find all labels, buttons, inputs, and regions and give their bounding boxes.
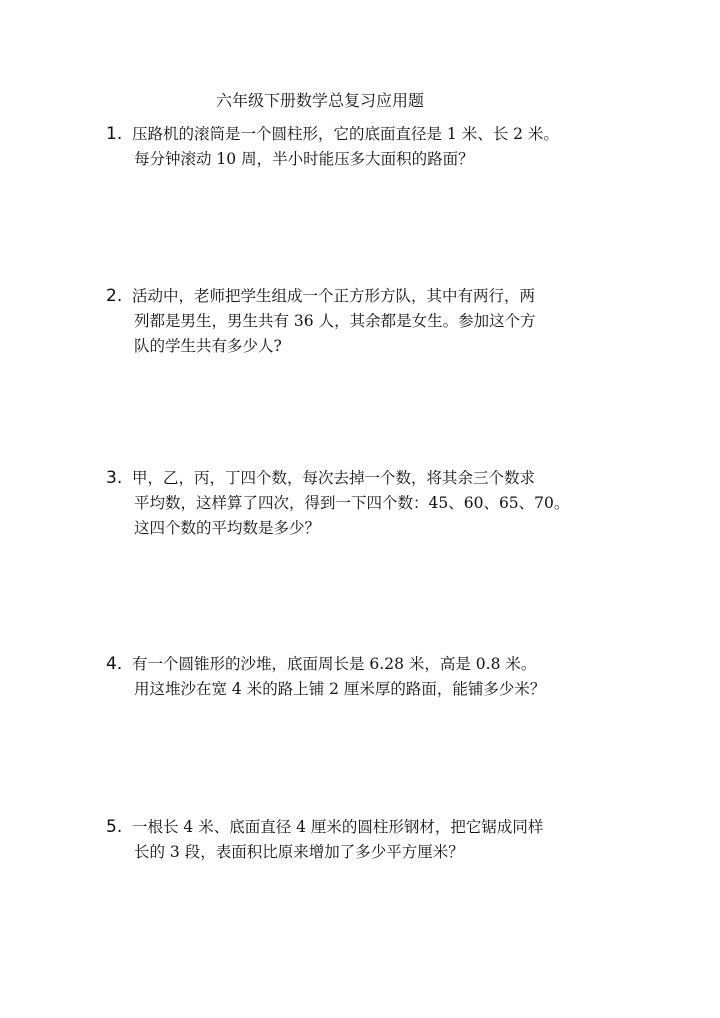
question-line: 有一个圆锥形的沙堆，底面周长是 6.28 米，高是 0.8 米。 [132, 655, 537, 673]
page-title: 六年级下册数学总复习应用题 [215, 91, 424, 110]
question-line: 长的 3 段，表面积比原来增加了多少平方厘米？ [134, 843, 464, 861]
question-line: 这四个数的平均数是多少？ [134, 519, 321, 537]
question-number: 2. [106, 286, 123, 306]
question-text [132, 652, 545, 702]
question-line: 甲，乙，丙，丁四个数，每次去掉一个数，将其余三个数求 [132, 469, 536, 487]
question-line: 平均数，这样算了四次，得到一下四个数：45、60、65、70。 [134, 494, 570, 512]
question-number: 3. [106, 468, 123, 488]
question-line: 列都是男生，男生共有 36 人，其余都是女生。参加这个方 [134, 312, 536, 330]
question-line: 队的学生共有多少人? [134, 337, 282, 355]
question-text [132, 466, 569, 541]
question-line: 一根长 4 米、底面直径 4 厘米的圆柱形钢材，把它锯成同样 [132, 818, 544, 836]
question-text [132, 284, 536, 359]
question-number: 5. [106, 817, 123, 837]
question-line: 活动中，老师把学生组成一个正方形方队，其中有两行，两 [132, 287, 536, 305]
question-number: 1. [106, 124, 123, 144]
question-line: 用这堆沙在宽 4 米的路上铺 2 厘米厚的路面，能铺多少米？ [134, 680, 546, 698]
question-text [132, 815, 543, 865]
question-line: 压路机的滚筒是一个圆柱形，它的底面直径是 1 米、长 2 米。 [132, 125, 559, 143]
question-number: 4. [106, 654, 123, 674]
question-text [132, 122, 559, 172]
question-line: 每分钟滚动 10 周，半小时能压多大面积的路面？ [134, 150, 474, 168]
